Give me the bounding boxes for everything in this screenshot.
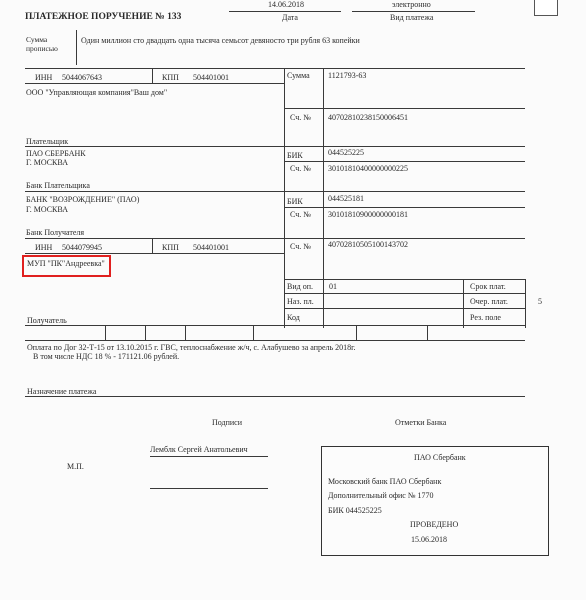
line-op-3 (284, 308, 525, 309)
recipient-bank-bik-label: БИК (287, 197, 303, 206)
stamp-date: 15.06.2018 (411, 535, 447, 544)
signature-line-2 (150, 488, 268, 489)
second-vertical-divider (323, 68, 324, 328)
signature-line-1 (150, 456, 268, 457)
amount-words-value: Один миллион сто двадцать одна тысяча семьсот девяносто три рубля 63 копейки (81, 36, 360, 45)
cell-divider-5 (356, 325, 357, 340)
line-cells-bottom (25, 340, 525, 341)
cell-divider-4 (253, 325, 254, 340)
recipient-kpp: 504401001 (193, 243, 229, 252)
payer-account-label: Сч. № (290, 113, 311, 122)
recipient-bank-account-label: Сч. № (290, 210, 311, 219)
cell-divider-6 (427, 325, 428, 340)
cell-divider-1 (105, 325, 106, 340)
document-title: ПЛАТЕЖНОЕ ПОРУЧЕНИЕ № 133 (25, 12, 182, 22)
signatures-caption: Подписи (212, 418, 243, 427)
date-underline (229, 11, 341, 12)
payer-kpp-label: КПП (162, 73, 179, 82)
recipient-name-highlight (22, 255, 111, 277)
payer-kpp: 504401001 (193, 73, 229, 82)
line-payer-top (25, 68, 525, 69)
recipient-name: МУП "ПК"Андреевка" (27, 259, 105, 268)
recipient-account-label: Сч. № (290, 242, 311, 251)
stamp-line2: Дополнительный офис № 1770 (328, 491, 434, 500)
purpose-line1: Оплата по Дог 32-Т-15 от 13.10.2015 г. ГВС, теплоснабжение ж/ч, с. Алабушево за апрель 2018г. (27, 343, 356, 352)
signer-name: Лемблк Сергей Анатольевич (150, 445, 248, 454)
purpose-line2: В том числе НДС 18 % - 171121.06 рублей. (33, 352, 180, 361)
payment-type-underline (352, 11, 475, 12)
line-recipient-inn-bottom (25, 253, 284, 254)
payer-inn: 5044067643 (62, 73, 102, 82)
naz-pl-label: Наз. пл. (287, 297, 314, 306)
payer-amount-label: Сумма (287, 71, 310, 80)
payment-type-value: электронно (392, 0, 431, 9)
line-payer-bank-bottom (25, 191, 525, 192)
bank-marks-caption: Отметки Банка (395, 418, 447, 427)
mp-label: М.П. (67, 462, 84, 471)
vid-op-value: 01 (329, 282, 337, 291)
ocher-value: 5 (538, 297, 542, 306)
payer-name: ООО "Управляющая компания"Ваш дом" (26, 88, 168, 97)
recipient-kpp-label: КПП (162, 243, 179, 252)
line-recipient-bank-mid (284, 207, 525, 208)
payer-bank-account-label: Сч. № (290, 164, 311, 173)
stamp-bank: ПАО Сбербанк (414, 453, 466, 462)
amount-words-divider (76, 30, 77, 65)
kod-label: Код (287, 313, 300, 322)
recipient-bank-name: БАНК "ВОЗРОЖДЕНИЕ" (ПАО) (26, 195, 140, 204)
line-payer-bank-mid (284, 161, 525, 162)
vid-op-label: Вид оп. (287, 282, 313, 291)
payer-inn-label: ИНН (35, 73, 53, 82)
srok-label: Срок плат. (470, 282, 506, 291)
payer-bank-account: 30101810400000000225 (328, 164, 408, 173)
line-payer-bottom (25, 146, 525, 147)
payer-bank-bik-label: БИК (287, 151, 303, 160)
recipient-inn-kpp-divider (152, 238, 153, 253)
payer-caption: Плательщик (26, 137, 69, 146)
line-recipient-bank-bottom (25, 238, 525, 239)
payer-bank-city: Г. МОСКВА (26, 158, 68, 167)
op-right-divider (463, 279, 464, 328)
line-payer-inn-bottom (25, 83, 284, 84)
payer-amount: 1121793-63 (328, 71, 367, 80)
recipient-bank-city: Г. МОСКВА (26, 205, 68, 214)
recipient-bank-bik: 044525181 (328, 194, 364, 203)
payer-account: 40702810238150006451 (328, 113, 408, 122)
line-purpose-bottom (25, 396, 525, 397)
recipient-bank-caption: Банк Получателя (26, 228, 85, 237)
line-op-2 (284, 293, 525, 294)
recipient-inn-label: ИНН (35, 243, 53, 252)
amount-words-label: Сумма прописью (26, 35, 58, 53)
form-code-box (534, 0, 558, 16)
recipient-caption: Получатель (27, 316, 67, 325)
date-value: 14.06.2018 (268, 0, 304, 9)
payment-type-label: Вид платежа (390, 13, 434, 22)
ocher-label: Очер. плат. (470, 297, 508, 306)
op-far-right-divider (525, 279, 526, 328)
payer-inn-kpp-divider (152, 68, 153, 83)
main-vertical-divider (284, 68, 285, 328)
cell-divider-3 (185, 325, 186, 340)
cell-divider-2 (145, 325, 146, 340)
stamp-status: ПРОВЕДЕНО (410, 520, 459, 529)
date-label: Дата (282, 13, 298, 22)
payer-bank-bik: 044525225 (328, 148, 364, 157)
recipient-bank-account: 30101810900000000181 (328, 210, 408, 219)
line-recipient-bottom (25, 325, 525, 326)
stamp-line1: Московский банк ПАО Сбербанк (328, 477, 442, 486)
rez-label: Рез. поле (470, 313, 501, 322)
recipient-account: 40702810505100143702 (328, 240, 408, 249)
purpose-caption: Назначение платежа (27, 387, 97, 396)
payer-bank-name: ПАО СБЕРБАНК (26, 149, 86, 158)
line-account-top (284, 108, 525, 109)
payer-bank-caption: Банк Плательщика (26, 181, 90, 190)
line-op-top (284, 279, 525, 280)
recipient-inn: 5044079945 (62, 243, 102, 252)
stamp-bik: БИК 044525225 (328, 506, 382, 515)
